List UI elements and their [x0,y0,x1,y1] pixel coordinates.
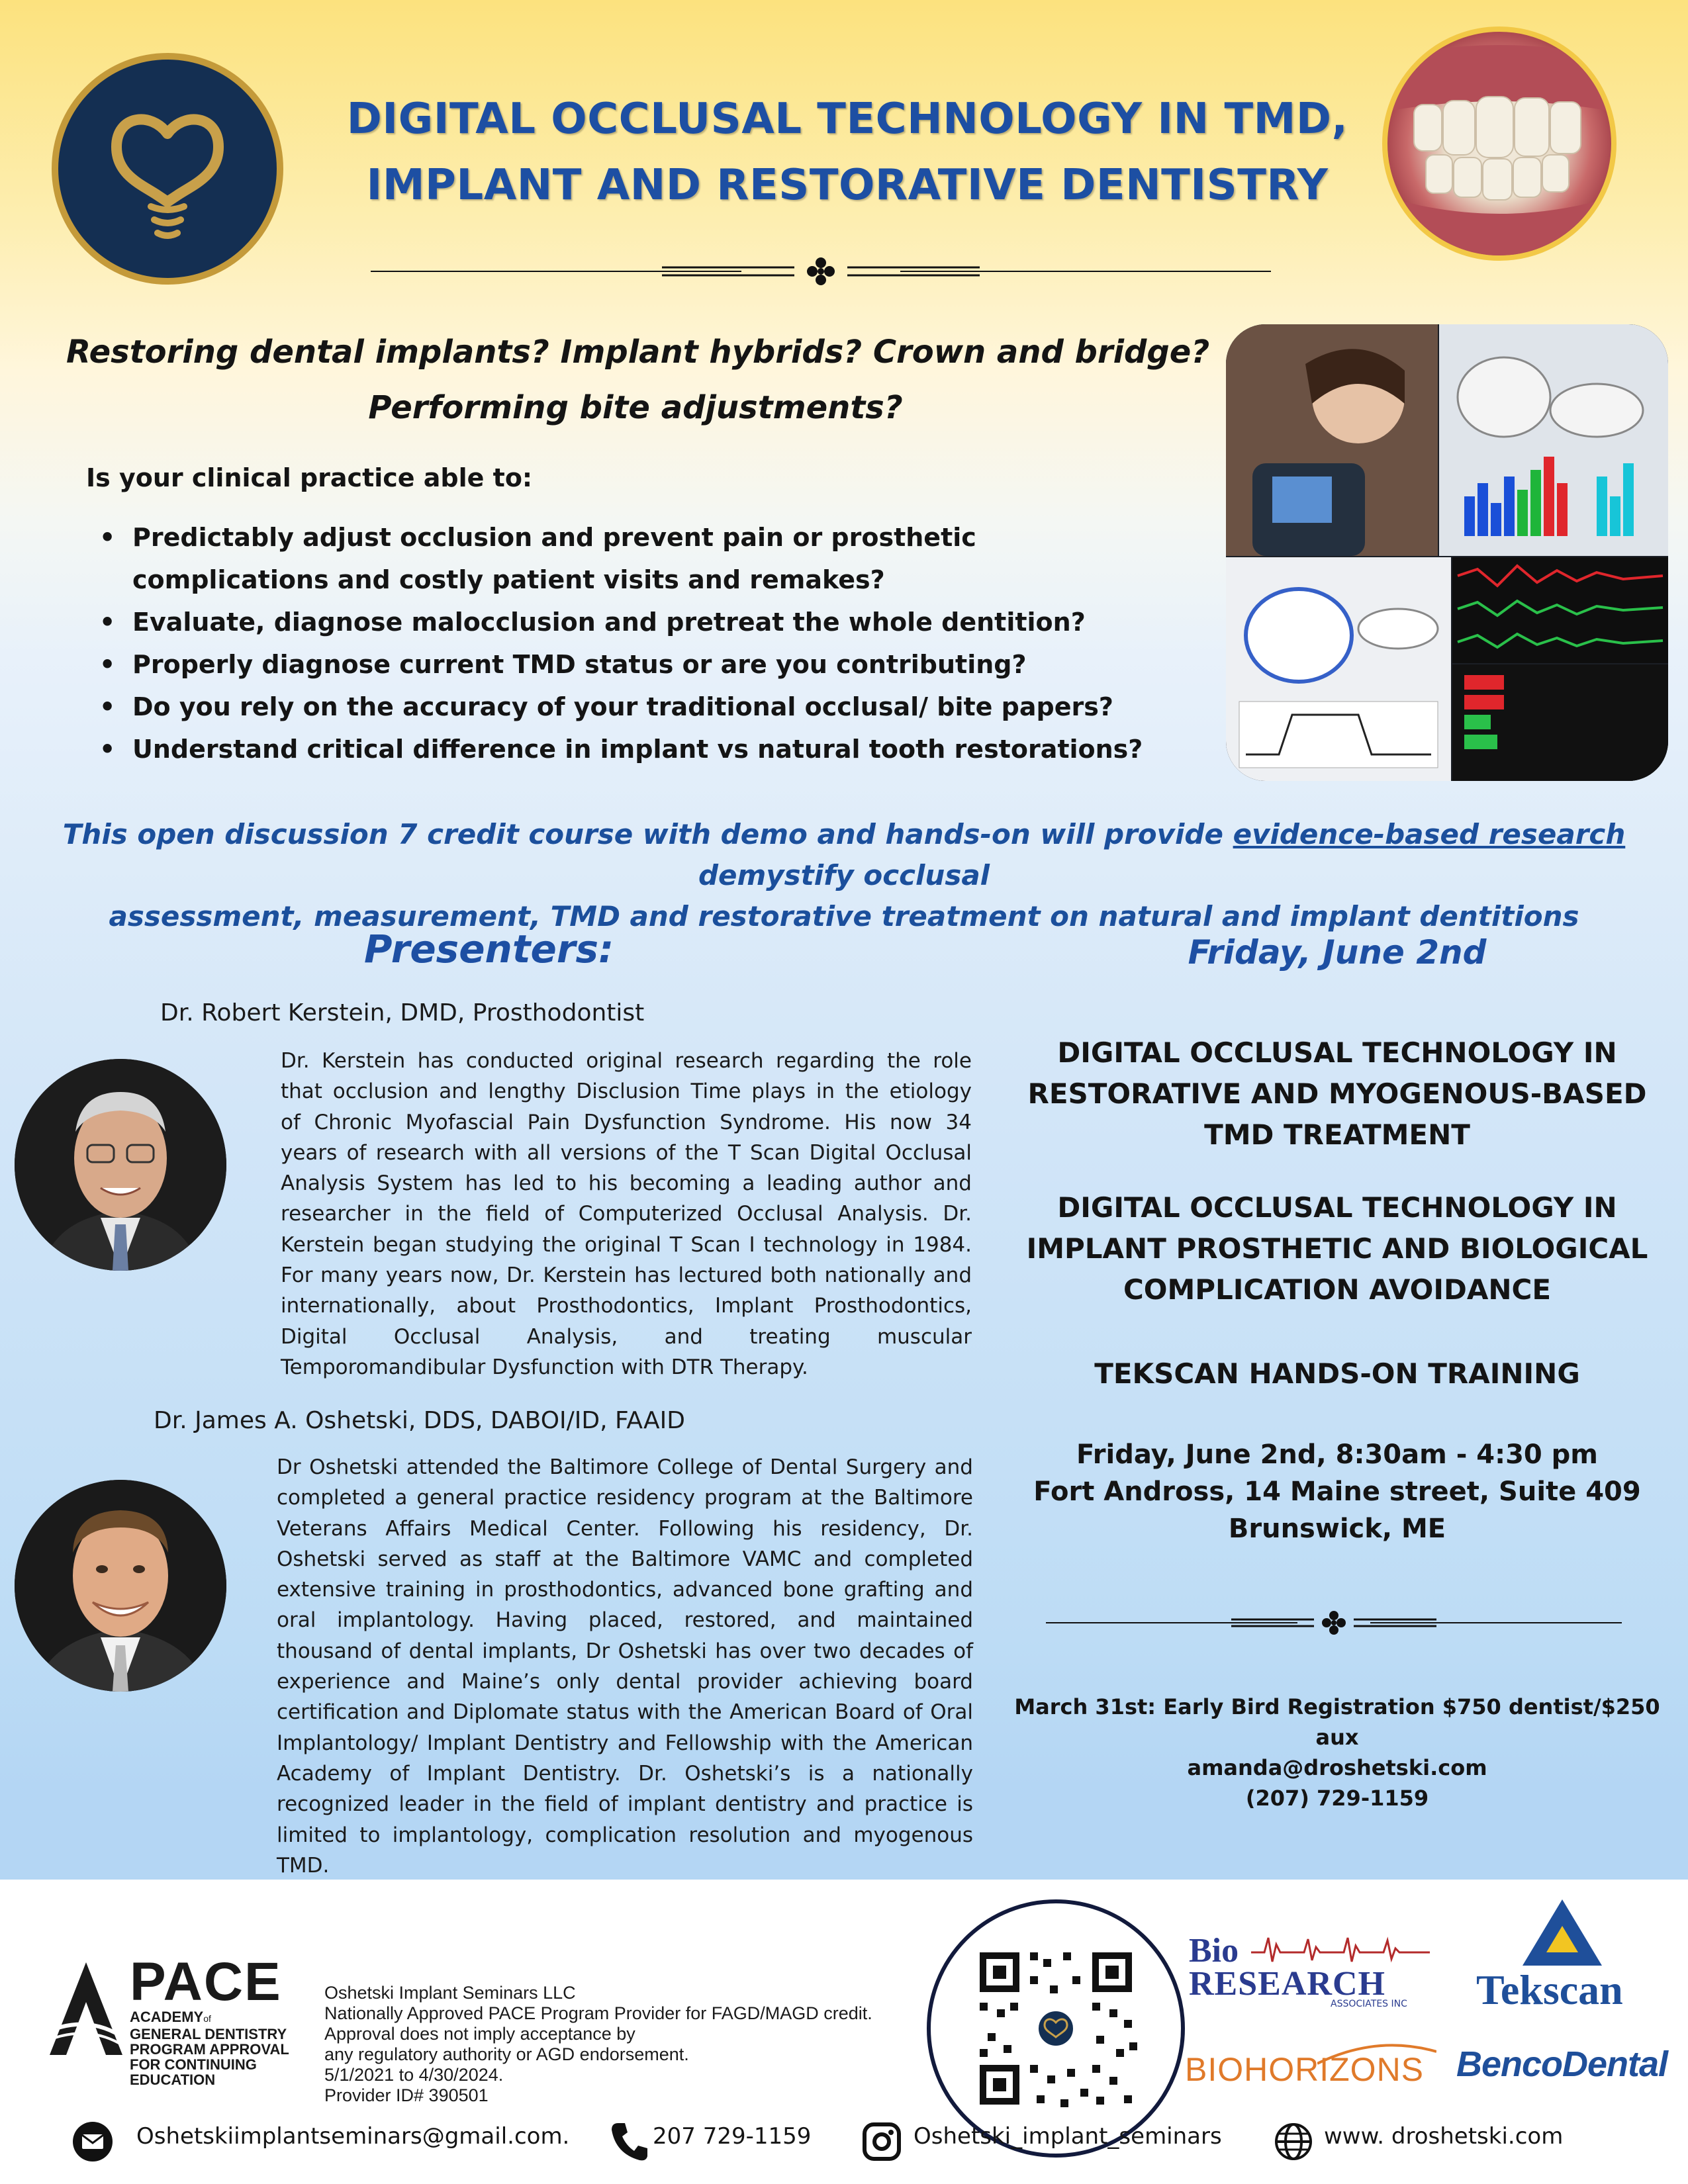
tekscan-logo [1476,1899,1675,2012]
event-place: Fort Andross, 14 Maine street, Suite 409 [1033,1477,1641,1507]
bio-line: experience and Maine’s only dental provider achieving board [277,1670,973,1694]
provider-line: 5/1/2021 to 4/30/2024. [324,2065,504,2085]
bio-line: years of research with all versions of the T Scan Digital Occlusal [281,1140,972,1165]
title-line-2: IMPLANT AND RESTORATIVE DENTISTRY [366,161,1329,210]
biohorizons-logo [1185,2038,1443,2091]
bioresearch-logo [1185,1926,1436,2012]
list-item: • Evaluate, diagnose malocclusion and pretreat the whole dentition? [99,601,1165,643]
registration-email[interactable]: amanda@droshetski.com [1187,1755,1487,1780]
pace-of: of [203,2013,211,2024]
tooth-logo-icon [58,60,277,278]
contact-phone[interactable]: 207 729-1159 [653,2123,812,2150]
bio-line: Analysis System has led to his becoming a leading author and [281,1171,972,1196]
bio-line: completed a general practice residency program at the Baltimore [277,1486,973,1510]
bio-line: Academy of Implant Dentistry. Dr. Oshetski’s is a nationally [277,1761,973,1786]
course-desc-line-2: assessment, measurement, TMD and restorative treatment on natural and implant dentitions [109,900,1579,933]
pace-provider-text [324,1983,933,2106]
bio-line: certification and Diplomate status with the American Board of Oral [277,1700,973,1725]
topic-line: DIGITAL OCCLUSAL TECHNOLOGY IN [1057,1036,1617,1069]
bio-line: Oshetski served as staff at the Baltimore VAMC and completed [277,1547,973,1571]
topic-line: DIGITAL OCCLUSAL TECHNOLOGY IN [1057,1191,1617,1224]
pace-subtitle-line: FOR CONTINUING [130,2056,257,2073]
bio-line: that occlusion and lengthy Disclusion Time plays in the etiology [281,1079,972,1104]
bio-line: Veterans Affairs Medical Center. Following his residency, Dr. [277,1516,973,1541]
schedule-divider [1046,1608,1622,1637]
bio-line: TMD. [277,1853,330,1878]
bio-line: limited to implantology, complication resolution and myogenous [277,1823,973,1847]
bio-line: Temporomandibular Dysfunction with DTR Therapy. [281,1355,808,1379]
topic-line: RESTORATIVE AND MYOGENOUS-BASED [1027,1077,1647,1110]
provider-line: any regulatory authority or AGD endorsement. [324,2044,689,2064]
phone-icon [609,2120,649,2165]
teeth-photo [1382,26,1617,261]
event-time: Friday, June 2nd, 8:30am - 4:30 pm [1076,1439,1598,1470]
event-details [1006,1436,1668,1547]
contact-website[interactable]: www. droshetski.com [1324,2123,1564,2150]
globe-icon [1272,2120,1315,2165]
presenters-heading: Presenters: [364,927,614,972]
list-item: • Predictably adjust occlusion and prevent pain or prosthetic complications and costly patient visits and remakes? [99,516,1165,601]
mail-icon [71,2120,114,2165]
header-divider [371,255,1271,288]
course-desc-text: demystify occlusal [698,859,990,891]
provider-line: Nationally Approved PACE Program Provider for FAGD/MAGD credit. [324,2003,872,2023]
oshetski-bio [277,1452,973,1881]
kerstein-bio [281,1046,972,1383]
capability-list [99,516,1165,770]
course-desc-text: This open discussion 7 credit course with demo and hands-on will provide [62,818,1233,850]
bio-line: researcher in the field of Computerized Occlusal Analysis. Dr. [281,1202,972,1226]
practice-question: Is your clinical practice able to: [86,463,533,492]
course-description [26,814,1662,937]
provider-line: Approval does not imply acceptance by [324,2024,635,2044]
event-date-heading: Friday, June 2nd [1188,933,1487,972]
bioresearch-associates: ASSOCIATES INC [1331,1999,1407,2009]
topic-line: TMD TREATMENT [1204,1118,1470,1151]
kerstein-portrait [15,1059,226,1271]
topic-hands-on: TEKSCAN HANDS-ON TRAINING [1094,1357,1580,1390]
evidence-link[interactable]: evidence-based research [1233,818,1626,850]
pace-subtitle-line: GENERAL DENTISTRY [130,2026,287,2042]
bio-line: Kerstein began studying the original T Scan I technology in 1984. [281,1232,972,1257]
bioresearch-bio: Bio [1189,1932,1239,1970]
tekscan-wordmark: Tekscan [1476,1966,1623,2013]
topic-restorative-tmd [1006,1032,1668,1156]
benco-dental-logo: BencoDental [1456,2044,1668,2084]
intro-question-1: Restoring dental implants? Implant hybrids? Crown and bridge? [66,334,1210,371]
list-item: • Properly diagnose current TMD status or are you contributing? [99,643,1165,686]
bio-line: thousand of dental implants, Dr Oshetski has over two decades of [277,1639,973,1663]
course-desc-line-1 [26,814,1662,896]
tscan-collage-image [1226,324,1668,781]
contact-instagram[interactable]: Oshetski_implant_seminars [914,2123,1222,2150]
qr-code[interactable] [927,1899,1185,2158]
bio-line: of Chronic Myofascial Pain Dysfunction Syndrome. His now 34 [281,1110,972,1134]
pace-logo [40,1959,126,2061]
biohorizons-wordmark: BIOHORIZONS [1185,2051,1425,2088]
bio-line: extensive training in prosthodontics, advanced bone grafting and [277,1578,973,1602]
presenter-name-oshetski: Dr. James A. Oshetski, DDS, DABOI/ID, FAAID [154,1407,686,1434]
provider-line: Provider ID# 390501 [324,2085,489,2105]
bioresearch-research: RESEARCH [1189,1965,1385,2003]
list-item: • Do you rely on the accuracy of your traditional occlusal/ bite papers? [99,686,1165,728]
event-city: Brunswick, ME [1228,1514,1446,1544]
bio-line: For many years now, Dr. Kerstein has lectured both nationally and [281,1263,972,1288]
registration-info [1006,1692,1668,1813]
intro-questions [66,324,1210,435]
bio-line: internationally, about Prosthodontics, Implant Prosthodontics, [281,1294,972,1318]
pace-subtitle-line [130,2009,289,2026]
bio-line: Digital Occlusal Analysis, and treating muscular [281,1324,972,1349]
bio-line: Dr Oshetski attended the Baltimore College of Dental Surgery and [277,1455,973,1479]
bio-line: Implantology/ Implant Dentistry and Fellowship with the American [277,1731,973,1755]
contact-email[interactable]: Oshetskiimplantseminars@gmail.com. [136,2123,570,2150]
qr-code-icon [931,1903,1181,2154]
early-bird-registration: March 31st: Early Bird Registration $750 dentist/$250 aux [1014,1694,1660,1750]
teeth-illustration [1387,32,1611,255]
topic-line: COMPLICATION AVOIDANCE [1123,1273,1552,1306]
pace-subtitle-line: PROGRAM APPROVAL [130,2041,289,2058]
instagram-icon [861,2120,903,2165]
page-title [311,86,1383,218]
bio-line: Dr. Kerstein has conducted original research regarding the role [281,1049,972,1073]
tooth-logo [52,53,283,285]
tekscan-triangle-icon [1523,1899,1602,1966]
bioresearch-wave-icon [1251,1933,1430,1966]
registration-phone[interactable]: (207) 729-1159 [1245,1786,1429,1811]
pace-a-icon [40,1959,126,2058]
topic-line: IMPLANT PROSTHETIC AND BIOLOGICAL [1026,1232,1648,1265]
topic-implant-complications [1006,1187,1668,1310]
oshetski-portrait [15,1480,226,1692]
bio-line: recognized leader in the field of implant dentistry and practice is [277,1792,973,1817]
pace-subtitle-line: EDUCATION [130,2071,216,2088]
pace-wordmark: PACE [130,1952,282,2012]
list-item: • Understand critical difference in implant vs natural tooth restorations? [99,728,1165,770]
presenter-name-kerstein: Dr. Robert Kerstein, DMD, Prosthodontist [160,999,645,1026]
pace-subtitle [130,2009,289,2087]
title-line-1: DIGITAL OCCLUSAL TECHNOLOGY IN TMD, [346,95,1348,144]
ornament-icon [1322,1611,1346,1635]
provider-line: Oshetski Implant Seminars LLC [324,1983,576,2003]
bio-line: oral implantology. Having placed, restored, and maintained [277,1608,973,1633]
intro-question-2: Performing bite adjustments? [368,389,903,426]
pace-academy: ACADEMY [130,2009,204,2025]
ornament-icon [807,257,835,285]
